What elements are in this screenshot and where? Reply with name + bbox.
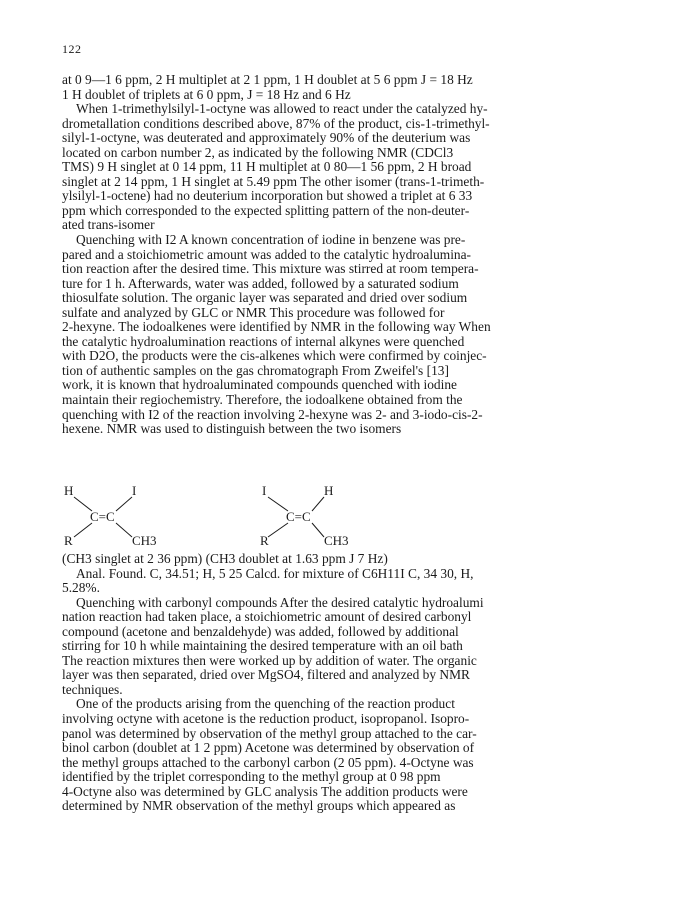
text-line: with D2O, the products were the cis-alkenes which were confirmed by coinjec-	[62, 348, 487, 364]
structure-2-top-right: H	[324, 483, 334, 498]
text-line: hexene. NMR was used to distinguish between the two isomers	[62, 421, 402, 437]
text-line: the methyl groups attached to the carbonyl carbon (2 05 ppm). 4-Octyne was	[62, 754, 474, 770]
text-line: sulfate and analyzed by GLC or NMR This procedure was followed for	[62, 304, 445, 320]
text-line: (CH3 singlet at 2 36 ppm) (CH3 doublet at 1.63 ppm J 7 Hz)	[62, 551, 388, 566]
text-line: TMS) 9 H singlet at 0 14 ppm, 11 H multiplet at 0 80—1 56 ppm, 2 H broad	[62, 159, 472, 175]
text-line: 1 H doublet of triplets at 6 0 ppm, J = 18 Hz and 6 Hz	[62, 86, 351, 102]
text-line: ppm which corresponded to the expected splitting pattern of the non-deuter-	[62, 202, 470, 218]
text-line: Quenching with I2 A known concentration of iodine in benzene was pre-	[76, 232, 466, 248]
text-line: When 1-trimethylsilyl-1-octyne was allowed to react under the catalyzed hy-	[76, 101, 488, 117]
text-line: pared and a stoichiometric amount was added to the catalytic hydroalumina-	[62, 246, 472, 262]
text-line: ated trans-isomer	[62, 217, 155, 233]
text-line: 5.28%.	[62, 580, 100, 596]
text-line: Quenching with carbonyl compounds After the desired catalytic hydroalumi	[76, 594, 484, 610]
text-line: silyl-1-octyne, was deuterated and approximately 90% of the deuterium was	[62, 130, 471, 146]
structure-1-top-left: H	[64, 483, 74, 498]
text-line: at 0 9—1 6 ppm, 2 H multiplet at 2 1 ppm, 1 H doublet at 5 6 ppm J = 18 Hz	[62, 72, 473, 87]
structure-1-bottom-right: CH3	[132, 533, 157, 548]
text-line: identified by the triplet corresponding to the methyl group at 0 98 ppm	[62, 769, 441, 785]
text-line: 4-Octyne also was determined by GLC analysis The addition products were	[62, 783, 468, 799]
text-line: tion of authentic samples on the gas chromatograph From Zweifel's [13]	[62, 362, 449, 378]
paragraph-block-top	[62, 73, 632, 437]
text-line: determined by NMR observation of the methyl groups which appeared as	[62, 798, 456, 814]
text-line: binol carbon (doublet at 1 2 ppm) Acetone was determined by observation of	[62, 740, 475, 756]
paragraph-block-bottom	[62, 552, 632, 814]
structure-1-top-right: I	[132, 483, 137, 498]
structure-2-center: C=C	[286, 509, 311, 524]
text-line: 2-hexyne. The iodoalkenes were identified by NMR in the following way When	[62, 319, 491, 335]
text-line: located on carbon number 2, as indicated by the following NMR (CDCl3	[62, 144, 454, 160]
text-line: layer was then separated, dried over MgSO4, filtered and analyzed by NMR	[62, 667, 470, 683]
structure-1-center: C=C	[90, 509, 115, 524]
text-line: panol was determined by observation of the methyl group attached to the car-	[62, 725, 477, 741]
text-line: ture for 1 h. Afterwards, water was added, followed by a saturated sodium	[62, 275, 459, 291]
text-line: techniques.	[62, 681, 123, 697]
text-line: ylsilyl-1-octene) had no deuterium incorporation but showed a triplet at 6 33	[62, 188, 473, 204]
text-line: the catalytic hydroalumination reactions of internal alkynes were quenched	[62, 333, 465, 349]
text-line: singlet at 2 14 ppm, 1 H singlet at 5.49 ppm The other isomer (trans-1-trimeth-	[62, 173, 485, 189]
text-line: nation reaction had taken place, a stoichiometric amount of desired carbonyl	[62, 609, 472, 625]
text-line: involving octyne with acetone is the reduction product, isopropanol. Isopro-	[62, 711, 470, 727]
chemical-structures	[62, 483, 422, 553]
structure-2-bottom-left: R	[260, 533, 269, 548]
structure-2-top-left: I	[262, 483, 267, 498]
page-number: 122	[62, 42, 82, 56]
text-line: maintain their regiochemistry. Therefore, the iodoalkene obtained from the	[62, 392, 463, 408]
text-line: thiosulfate solution. The organic layer was separated and dried over sodium	[62, 290, 468, 306]
text-line: compound (acetone and benzaldehyde) was added, followed by additional	[62, 623, 459, 639]
structure-bonds	[62, 483, 422, 553]
text-line: drometallation conditions described above, 87% of the product, cis-1-trimethyl-	[62, 115, 490, 131]
structure-2-bottom-right: CH3	[324, 533, 349, 548]
text-line: work, it is known that hydroaluminated compounds quenched with iodine	[62, 377, 457, 393]
text-line: stirring for 10 h while maintaining the desired temperature with an oil bath	[62, 638, 463, 654]
text-line: The reaction mixtures then were worked up by addition of water. The organic	[62, 652, 477, 668]
text-line: One of the products arising from the quenching of the reaction product	[76, 696, 455, 712]
structure-1-bottom-left: R	[64, 533, 73, 548]
text-line: tion reaction after the desired time. This mixture was stirred at room tempera-	[62, 261, 479, 277]
text-line: Anal. Found. C, 34.51; H, 5 25 Calcd. for mixture of C6H11I C, 34 30, H,	[76, 565, 474, 581]
text-line: quenching with I2 of the reaction involving 2-hexyne was 2- and 3-iodo-cis-2-	[62, 406, 483, 422]
